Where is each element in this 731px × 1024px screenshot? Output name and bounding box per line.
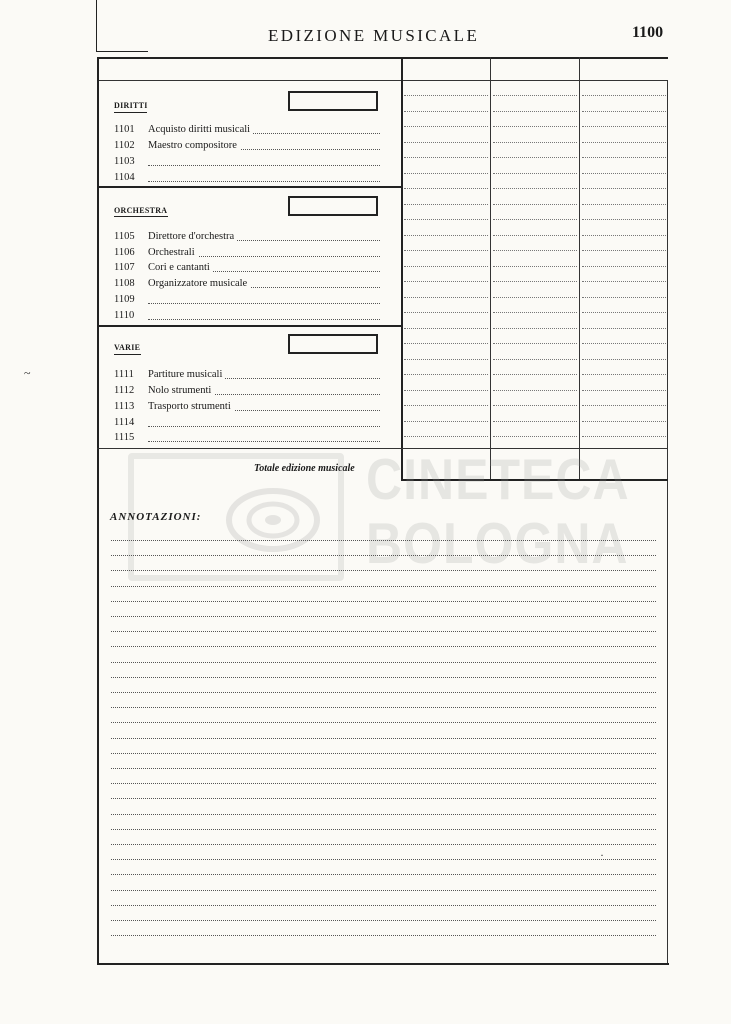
amount-entry-line[interactable] xyxy=(404,405,488,406)
amount-entry-line[interactable] xyxy=(404,436,488,437)
amount-entry-line[interactable] xyxy=(493,157,577,158)
row-label: Trasporto strumenti xyxy=(148,401,234,412)
amount-entry-line[interactable] xyxy=(404,328,488,329)
row-code: 1111 xyxy=(114,369,134,380)
amount-entry-line[interactable] xyxy=(582,126,666,127)
annotation-line[interactable] xyxy=(111,692,656,693)
amount-entry-line[interactable] xyxy=(582,266,666,267)
amount-entry-line[interactable] xyxy=(404,250,488,251)
amount-entry-line[interactable] xyxy=(582,421,666,422)
amount-entry-line[interactable] xyxy=(582,436,666,437)
amount-entry-line[interactable] xyxy=(493,312,577,313)
amount-entry-line[interactable] xyxy=(582,312,666,313)
annotation-line[interactable] xyxy=(111,555,656,556)
annotation-line[interactable] xyxy=(111,814,656,815)
amount-entry-line[interactable] xyxy=(404,297,488,298)
amount-entry-line[interactable] xyxy=(493,142,577,143)
amount-entry-line[interactable] xyxy=(493,235,577,236)
watermark-line-1: CINETECA xyxy=(366,447,630,512)
header-margin-rule xyxy=(96,51,148,52)
row-code: 1101 xyxy=(114,124,135,135)
section-subtotal-box-varie[interactable] xyxy=(288,334,378,354)
total-label: Totale edizione musicale xyxy=(254,463,355,474)
amount-entry-line[interactable] xyxy=(493,328,577,329)
amount-column-divider-2 xyxy=(490,57,491,481)
table-right-border xyxy=(667,80,668,965)
amount-entry-line[interactable] xyxy=(404,219,488,220)
annotation-line[interactable] xyxy=(111,859,656,860)
amount-column-divider-3 xyxy=(579,57,580,481)
row-fill-line xyxy=(148,441,380,442)
section-divider xyxy=(97,186,401,188)
annotations-label: ANNOTAZIONI: xyxy=(110,511,202,523)
row-fill-line xyxy=(148,165,380,166)
row-label: Partiture musicali xyxy=(148,369,225,380)
table-top-border xyxy=(97,57,668,59)
amount-entry-line[interactable] xyxy=(493,297,577,298)
amount-entry-line[interactable] xyxy=(404,142,488,143)
row-code: 1104 xyxy=(114,172,135,183)
row-code: 1108 xyxy=(114,278,135,289)
annotation-line[interactable] xyxy=(111,722,656,723)
amount-entry-line[interactable] xyxy=(493,126,577,127)
annotation-line[interactable] xyxy=(111,738,656,739)
row-code: 1115 xyxy=(114,432,135,443)
section-label-orchestra: ORCHESTRA xyxy=(114,206,168,215)
amount-entry-line[interactable] xyxy=(582,405,666,406)
amount-entry-line[interactable] xyxy=(582,204,666,205)
amount-entry-line[interactable] xyxy=(493,173,577,174)
section-underline xyxy=(114,354,141,355)
amount-entry-line[interactable] xyxy=(582,219,666,220)
row-code: 1106 xyxy=(114,247,135,258)
amount-entry-line[interactable] xyxy=(582,235,666,236)
amount-entry-line[interactable] xyxy=(582,173,666,174)
amount-entry-line[interactable] xyxy=(404,126,488,127)
amount-entry-line[interactable] xyxy=(582,250,666,251)
annotation-line[interactable] xyxy=(111,540,656,541)
amount-entry-line[interactable] xyxy=(404,312,488,313)
annotation-line[interactable] xyxy=(111,662,656,663)
annotation-line[interactable] xyxy=(111,935,656,936)
row-label: Acquisto diritti musicali xyxy=(148,124,253,135)
table-bottom-border xyxy=(97,963,669,965)
amount-entry-line[interactable] xyxy=(404,281,488,282)
annotation-line[interactable] xyxy=(111,768,656,769)
amount-entry-line[interactable] xyxy=(404,188,488,189)
row-label: Organizzatore musicale xyxy=(148,278,250,289)
amount-entry-line[interactable] xyxy=(493,281,577,282)
section-underline xyxy=(114,112,147,113)
header-margin-line xyxy=(96,0,97,52)
amount-entry-line[interactable] xyxy=(493,421,577,422)
amount-entry-line[interactable] xyxy=(404,111,488,112)
amount-entry-line[interactable] xyxy=(582,157,666,158)
section-underline xyxy=(114,216,168,217)
annotation-line[interactable] xyxy=(111,707,656,708)
row-code: 1113 xyxy=(114,401,135,412)
section-divider xyxy=(97,325,401,327)
watermark-line-2: BOLOGNA xyxy=(366,511,629,576)
row-label: Nolo strumenti xyxy=(148,385,214,396)
amount-entry-line[interactable] xyxy=(404,235,488,236)
amount-entry-line[interactable] xyxy=(582,188,666,189)
amount-entry-line[interactable] xyxy=(493,436,577,437)
section-subtotal-box-diritti[interactable] xyxy=(288,91,378,111)
annotation-line[interactable] xyxy=(111,753,656,754)
annotation-line[interactable] xyxy=(111,829,656,830)
scan-mark: · xyxy=(600,848,604,862)
amount-entry-line[interactable] xyxy=(493,374,577,375)
amount-entry-line[interactable] xyxy=(404,359,488,360)
amount-entry-line[interactable] xyxy=(493,359,577,360)
row-fill-line xyxy=(148,319,380,320)
annotation-line[interactable] xyxy=(111,798,656,799)
row-label: Cori e cantanti xyxy=(148,262,213,273)
amount-entry-line[interactable] xyxy=(493,266,577,267)
annotation-line[interactable] xyxy=(111,920,656,921)
annotation-line[interactable] xyxy=(111,616,656,617)
amount-entry-line[interactable] xyxy=(582,374,666,375)
annotation-line[interactable] xyxy=(111,631,656,632)
annotation-line[interactable] xyxy=(111,844,656,845)
amount-entry-line[interactable] xyxy=(493,204,577,205)
page-number: 1100 xyxy=(632,24,664,41)
row-code: 1105 xyxy=(114,231,135,242)
amount-entry-line[interactable] xyxy=(404,95,488,96)
table-left-border xyxy=(97,57,99,965)
scan-mark: ~ xyxy=(24,366,31,380)
row-code: 1103 xyxy=(114,156,135,167)
row-fill-line xyxy=(148,303,380,304)
row-label: Orchestrali xyxy=(148,247,198,258)
amount-entry-line[interactable] xyxy=(493,111,577,112)
amount-entry-line[interactable] xyxy=(493,405,577,406)
row-code: 1114 xyxy=(114,417,135,428)
row-label: Maestro compositore xyxy=(148,140,240,151)
page-title: EDIZIONE MUSICALE xyxy=(268,26,480,45)
amount-entry-line[interactable] xyxy=(582,390,666,391)
amount-entry-line[interactable] xyxy=(493,188,577,189)
annotation-line[interactable] xyxy=(111,586,656,587)
amount-entry-line[interactable] xyxy=(493,390,577,391)
row-code: 1107 xyxy=(114,262,135,273)
amount-entry-line[interactable] xyxy=(582,95,666,96)
amount-entry-line[interactable] xyxy=(582,328,666,329)
amount-entry-line[interactable] xyxy=(404,173,488,174)
amount-entry-line[interactable] xyxy=(582,111,666,112)
row-label: Direttore d'orchestra xyxy=(148,231,237,242)
amount-entry-line[interactable] xyxy=(582,281,666,282)
amount-entry-line[interactable] xyxy=(493,343,577,344)
amount-entry-line[interactable] xyxy=(404,374,488,375)
amount-entry-line[interactable] xyxy=(582,142,666,143)
section-subtotal-box-orchestra[interactable] xyxy=(288,196,378,216)
watermark-reel-icon xyxy=(225,487,321,553)
section-label-diritti: DIRITTI xyxy=(114,101,148,110)
table-header-rule xyxy=(97,80,668,81)
annotation-line[interactable] xyxy=(111,570,656,571)
annotation-line[interactable] xyxy=(111,783,656,784)
row-code: 1110 xyxy=(114,310,135,321)
amount-entry-line[interactable] xyxy=(582,359,666,360)
annotation-line[interactable] xyxy=(111,677,656,678)
row-fill-line xyxy=(148,426,380,427)
amount-entry-line[interactable] xyxy=(404,343,488,344)
row-code: 1112 xyxy=(114,385,135,396)
amount-entry-line[interactable] xyxy=(404,390,488,391)
amount-column-divider-1 xyxy=(401,57,403,481)
amount-entry-line[interactable] xyxy=(493,95,577,96)
amount-entry-line[interactable] xyxy=(404,204,488,205)
amount-entry-line[interactable] xyxy=(493,219,577,220)
annotation-line[interactable] xyxy=(111,601,656,602)
annotation-line[interactable] xyxy=(111,646,656,647)
amount-entry-line[interactable] xyxy=(404,266,488,267)
amount-entry-line[interactable] xyxy=(404,421,488,422)
amount-entry-line[interactable] xyxy=(582,343,666,344)
amount-entry-line[interactable] xyxy=(582,297,666,298)
annotation-line[interactable] xyxy=(111,874,656,875)
row-fill-line xyxy=(148,181,380,182)
row-code: 1109 xyxy=(114,294,135,305)
amount-entry-line[interactable] xyxy=(493,250,577,251)
annotation-line[interactable] xyxy=(111,890,656,891)
amount-entry-line[interactable] xyxy=(404,157,488,158)
annotation-line[interactable] xyxy=(111,905,656,906)
section-label-varie: VARIE xyxy=(114,343,141,352)
row-code: 1102 xyxy=(114,140,135,151)
